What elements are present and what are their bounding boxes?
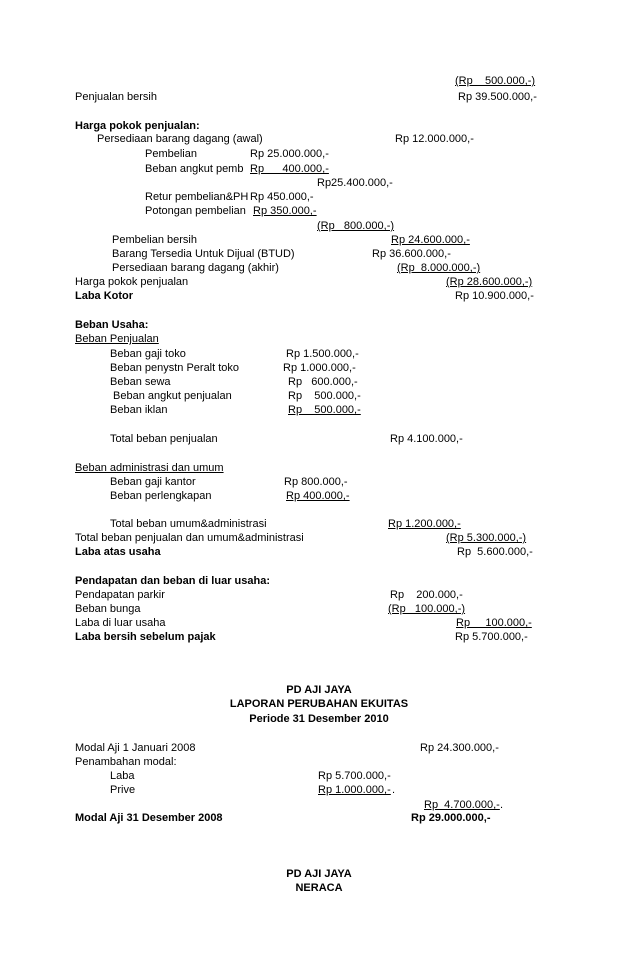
selling-expenses-heading: Beban Penjualan bbox=[75, 333, 159, 345]
cogs-heading: Harga pokok penjualan: bbox=[75, 120, 200, 132]
other-net-label: Laba di luar usaha bbox=[75, 617, 166, 629]
net-sales-value: Rp 39.500.000,- bbox=[458, 91, 537, 103]
interest-expense-value: (Rp 100.000,-) bbox=[388, 603, 466, 615]
total-opex-value: (Rp 5.300.000,-) bbox=[446, 532, 527, 544]
balance-company-name: PD AJI JAYA bbox=[286, 868, 352, 880]
net-addition-dot: . bbox=[500, 799, 504, 811]
opex-heading: Beban Usaha: bbox=[75, 319, 149, 331]
equity-company-name: PD AJI JAYA bbox=[286, 684, 352, 696]
purchase-discount-label: Potongan pembelian bbox=[145, 205, 246, 217]
total-opex-label: Total beban penjualan dan umum&administrasi bbox=[75, 532, 304, 544]
admin-expenses-heading: Beban administrasi dan umum bbox=[75, 462, 224, 474]
opening-capital-label: Modal Aji 1 Januari 2008 bbox=[75, 742, 196, 754]
selling-expense-value: Rp 1.000.000,- bbox=[283, 362, 356, 374]
profit-label: Laba bbox=[110, 770, 135, 782]
total-selling-value: Rp 4.100.000,- bbox=[390, 433, 463, 445]
prive-value: Rp 1.000.000,- bbox=[318, 784, 391, 796]
ending-inventory-label: Persediaan barang dagang (akhir) bbox=[112, 262, 279, 274]
gross-purchases-value: Rp25.400.000,- bbox=[317, 177, 393, 189]
sales-returns-value: (Rp 500.000,-) bbox=[455, 75, 536, 87]
prive-label: Prive bbox=[110, 784, 136, 796]
profit-value: Rp 5.700.000,- bbox=[318, 770, 391, 782]
admin-expense-value: Rp 400.000,- bbox=[286, 490, 350, 502]
beginning-inventory-label: Persediaan barang dagang (awal) bbox=[97, 133, 263, 145]
net-addition-value: Rp 4.700.000,- bbox=[424, 799, 500, 811]
equity-statement-period: Periode 31 Desember 2010 bbox=[249, 713, 389, 725]
net-sales-label: Penjualan bersih bbox=[75, 91, 157, 103]
purchase-discount-value: Rp 350.000,- bbox=[253, 205, 317, 217]
selling-expense-value: Rp 500.000,- bbox=[288, 404, 361, 416]
parking-income-value: Rp 200.000,- bbox=[390, 589, 463, 601]
net-purchases-value: Rp 24.600.000,- bbox=[391, 234, 470, 246]
operating-income-value: Rp 5.600.000,- bbox=[457, 546, 533, 558]
pretax-income-label: Laba bersih sebelum pajak bbox=[75, 631, 216, 643]
selling-expense-label: Beban gaji toko bbox=[110, 348, 186, 360]
selling-expense-label: Beban iklan bbox=[110, 404, 168, 416]
beginning-inventory-value: Rp 12.000.000,- bbox=[395, 133, 474, 145]
selling-expense-value: Rp 600.000,- bbox=[288, 376, 358, 388]
interest-expense-label: Beban bunga bbox=[75, 603, 141, 615]
other-income-heading: Pendapatan dan beban di luar usaha: bbox=[75, 575, 270, 587]
cogs-label: Harga pokok penjualan bbox=[75, 276, 189, 288]
net-purchases-label: Pembelian bersih bbox=[112, 234, 197, 246]
pretax-income-value: Rp 5.700.000,- bbox=[455, 631, 528, 643]
equity-statement-title: LAPORAN PERUBAHAN EKUITAS bbox=[229, 698, 409, 710]
capital-additions-label: Penambahan modal: bbox=[75, 756, 177, 768]
closing-capital-value: Rp 29.000.000,- bbox=[411, 812, 491, 824]
purchase-deductions-value: (Rp 800.000,-) bbox=[317, 220, 395, 232]
freight-in-label: Beban angkut pemb bbox=[145, 163, 244, 175]
gross-profit-label: Laba Kotor bbox=[75, 290, 134, 302]
admin-expense-label: Beban gaji kantor bbox=[110, 476, 196, 488]
freight-in-value: Rp 400.000,- bbox=[250, 163, 329, 175]
selling-expense-value: Rp 1.500.000,- bbox=[286, 348, 359, 360]
gross-profit-value: Rp 10.900.000,- bbox=[455, 290, 534, 302]
total-admin-value: Rp 1.200.000,- bbox=[388, 518, 461, 530]
purchases-label: Pembelian bbox=[145, 148, 197, 160]
selling-expense-label: Beban sewa bbox=[110, 376, 171, 388]
prive-dot: . bbox=[392, 784, 396, 796]
goods-available-value: Rp 36.600.000,- bbox=[372, 248, 451, 260]
selling-expense-label: Beban angkut penjualan bbox=[110, 390, 232, 402]
purchases-value: Rp 25.000.000,- bbox=[250, 148, 329, 160]
goods-available-label: Barang Tersedia Untuk Dijual (BTUD) bbox=[112, 248, 295, 260]
selling-expense-value: Rp 500.000,- bbox=[288, 390, 361, 402]
operating-income-label: Laba atas usaha bbox=[75, 546, 161, 558]
selling-expense-label: Beban penystn Peralt toko bbox=[110, 362, 240, 374]
ending-inventory-value: (Rp 8.000.000,-) bbox=[397, 262, 481, 274]
balance-sheet-title: NERACA bbox=[295, 882, 343, 894]
admin-expense-label: Beban perlengkapan bbox=[110, 490, 212, 502]
total-selling-label: Total beban penjualan bbox=[110, 433, 218, 445]
purchase-returns-label: Retur pembelian&PH bbox=[145, 191, 249, 203]
purchase-returns-value: Rp 450.000,- bbox=[250, 191, 314, 203]
cogs-value: (Rp 28.600.000,-) bbox=[446, 276, 533, 288]
closing-capital-label: Modal Aji 31 Desember 2008 bbox=[75, 812, 223, 824]
total-admin-label: Total beban umum&administrasi bbox=[110, 518, 267, 530]
opening-capital-value: Rp 24.300.000,- bbox=[420, 742, 499, 754]
parking-income-label: Pendapatan parkir bbox=[75, 589, 165, 601]
other-net-value: Rp 100.000,- bbox=[456, 617, 532, 629]
admin-expense-value: Rp 800.000,- bbox=[284, 476, 348, 488]
